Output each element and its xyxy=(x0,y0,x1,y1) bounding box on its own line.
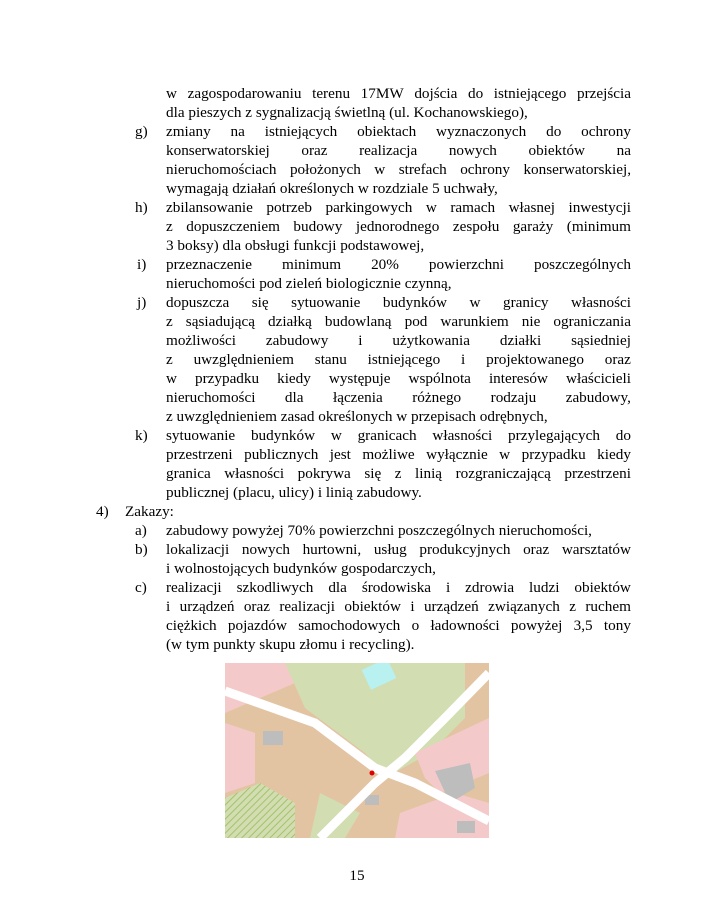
word: 3,5 xyxy=(573,617,593,634)
item-k-line-2 xyxy=(166,445,631,464)
word: własności xyxy=(432,427,493,444)
word: zbilansowanie xyxy=(166,199,253,216)
word: w xyxy=(425,199,437,216)
word: nowych xyxy=(448,142,497,159)
item-j-line-4 xyxy=(166,350,631,369)
item-4a-line-1: zabudowy powyżej 70% powierzchni poszczególnych nieruchomości, xyxy=(166,522,592,539)
item-k-line-1 xyxy=(166,426,631,445)
word: wyznaczonych xyxy=(436,123,527,140)
item-j-line-6 xyxy=(166,388,631,407)
item-g-line-4: wymagają działań określonych w rozdziale 5 uchwały, xyxy=(166,180,498,197)
word: budowlaną xyxy=(324,313,392,330)
intro-line-2: dla pieszych z sygnalizacją świetlną (ul. Kochanowskiego), xyxy=(166,104,528,121)
word: warunkiem xyxy=(440,313,509,330)
word: zespołu xyxy=(452,218,500,235)
word: z xyxy=(569,598,576,615)
item-k-line-4: publicznej (placu, ulicy) i linią zabudowy. xyxy=(166,484,422,501)
word: możliwości xyxy=(166,332,237,349)
word: użytkowania xyxy=(392,332,470,349)
word: właścicieli xyxy=(566,370,631,387)
word: ruchem xyxy=(585,598,631,615)
word: w xyxy=(330,427,342,444)
word: nieruchomościach xyxy=(166,161,277,178)
word: granicach xyxy=(357,427,417,444)
word: ładowności xyxy=(430,617,500,634)
word: dla xyxy=(284,389,304,406)
word: zabudowy xyxy=(265,332,329,349)
word: ochrony xyxy=(581,123,631,140)
word: związanych xyxy=(488,598,560,615)
page-number: 15 xyxy=(349,867,365,884)
word: 17MW xyxy=(360,85,404,102)
word: środowiska xyxy=(361,579,432,596)
word: powierzchni xyxy=(428,256,504,273)
word: zdrowia xyxy=(465,579,515,596)
word: tony xyxy=(603,617,631,634)
word: publicznych xyxy=(244,446,319,463)
word: ograniczania xyxy=(553,313,631,330)
word: inwestycji xyxy=(568,199,631,216)
word: realizacja xyxy=(359,142,418,159)
word: z xyxy=(166,218,173,235)
word: oraz xyxy=(301,142,328,159)
word: zmiany xyxy=(166,123,211,140)
intro-line-1 xyxy=(166,84,631,103)
item-k-label: k) xyxy=(135,427,148,444)
word: dopuszczeniem xyxy=(186,218,280,235)
word: do xyxy=(467,85,484,102)
word: obiektów xyxy=(344,598,401,615)
word: pod xyxy=(404,313,428,330)
word: i xyxy=(445,579,451,596)
word: przeznaczenie xyxy=(166,256,252,273)
item-i-line-1 xyxy=(166,255,631,274)
building-small-1 xyxy=(263,731,283,745)
word: wyłącznie xyxy=(426,446,488,463)
word: położonych xyxy=(289,161,361,178)
word: granica xyxy=(166,465,211,482)
item-4c-label: c) xyxy=(135,579,147,596)
word: linią xyxy=(415,465,443,482)
item-h-line-2 xyxy=(166,217,631,236)
word: realizacji xyxy=(279,598,335,615)
word: przypadku xyxy=(521,446,586,463)
word: konserwatorskiej, xyxy=(523,161,631,178)
word: terenu xyxy=(312,85,351,102)
word: występuje xyxy=(328,370,391,387)
word: interesów xyxy=(488,370,548,387)
word: obiektów xyxy=(574,579,631,596)
item-j-line-2 xyxy=(166,312,631,331)
word: pojazdów xyxy=(227,617,287,634)
word: i xyxy=(358,332,363,349)
word: i xyxy=(166,598,171,615)
item-g-line-3 xyxy=(166,160,631,179)
word: wspólnota xyxy=(408,370,471,387)
building-small-3 xyxy=(457,821,475,833)
word: granicy xyxy=(502,294,549,311)
word: nowych xyxy=(241,541,290,558)
word: rodzaju xyxy=(490,389,537,406)
word: i xyxy=(410,598,415,615)
item-4c-line-2 xyxy=(166,597,631,616)
word: istniejącego xyxy=(493,85,567,102)
item-j-line-1 xyxy=(166,293,631,312)
word: rozgraniczającą xyxy=(455,465,551,482)
item-4b-line-1 xyxy=(166,540,631,559)
word: warsztatów xyxy=(561,541,631,558)
item-j-line-5 xyxy=(166,369,631,388)
word: (minimum xyxy=(566,218,631,235)
word: własnej xyxy=(508,199,555,216)
site-map-svg xyxy=(225,663,489,838)
word: ludzi xyxy=(529,579,560,596)
item-i-line-2: nieruchomości pod zieleń biologicznie czynną, xyxy=(166,275,452,292)
word: obiektów xyxy=(528,142,586,159)
word: istniejącego xyxy=(367,351,441,368)
word: sytuowanie xyxy=(291,294,361,311)
item-g-line-1 xyxy=(166,122,631,141)
word: poszczególnych xyxy=(533,256,631,273)
word: parkingowych xyxy=(325,199,413,216)
word: o xyxy=(411,617,420,634)
word: projektowanego xyxy=(486,351,584,368)
word: do xyxy=(546,123,562,140)
word: własności xyxy=(224,465,285,482)
word: sąsiadującą xyxy=(185,313,255,330)
word: działki xyxy=(499,332,542,349)
word: dopuszcza xyxy=(166,294,230,311)
word: potrzeb xyxy=(266,199,312,216)
word: w xyxy=(166,370,177,387)
item-g-line-2 xyxy=(166,141,631,160)
word: strefach xyxy=(398,161,447,178)
word: działką xyxy=(268,313,312,330)
word: hurtowni, xyxy=(302,541,362,558)
word: przypadku xyxy=(194,370,260,387)
word: budynków xyxy=(250,427,316,444)
section-4-title: Zakazy: xyxy=(125,503,174,520)
word: istniejących xyxy=(264,123,338,140)
word: na xyxy=(616,142,631,159)
item-j-line-7: z uwzględnieniem zasad określonych w przepisach odrębnych, xyxy=(166,408,548,425)
item-h-line-3: 3 boksy) dla obsługi funkcji podstawowej, xyxy=(166,237,425,254)
word: w xyxy=(166,85,177,102)
word: możliwe xyxy=(362,446,415,463)
word: lokalizacji xyxy=(166,541,230,558)
word: pokrywa xyxy=(297,465,351,482)
word: ramach xyxy=(450,199,496,216)
word: konserwatorskiej xyxy=(166,142,270,159)
word: w xyxy=(499,446,511,463)
word: zabudowy, xyxy=(565,389,631,406)
word: sąsiedniej xyxy=(571,332,631,349)
word: do xyxy=(615,427,631,444)
word: urządzeń xyxy=(179,598,235,615)
word: jednorodnego xyxy=(355,218,440,235)
site-map-image xyxy=(225,663,489,838)
word: kiedy xyxy=(597,446,631,463)
word: oraz xyxy=(523,541,550,558)
word: przejścia xyxy=(576,85,631,102)
word: w xyxy=(469,294,481,311)
word: obiektach xyxy=(357,123,417,140)
word: garaży xyxy=(512,218,554,235)
word: z xyxy=(166,351,173,368)
word: jest xyxy=(329,446,351,463)
item-j-line-3 xyxy=(166,331,631,350)
word: zagospodarowaniu xyxy=(187,85,302,102)
word: 20% xyxy=(371,256,399,273)
word: kiedy xyxy=(277,370,311,387)
word: sytuowanie xyxy=(166,427,236,444)
word: uwzględnieniem xyxy=(193,351,294,368)
item-4c-line-1 xyxy=(166,578,631,597)
word: produkcyjnych xyxy=(419,541,511,558)
word: usług xyxy=(373,541,407,558)
item-i-label: i) xyxy=(137,256,147,273)
word: stanu xyxy=(314,351,347,368)
word: przylegających xyxy=(508,427,600,444)
word: szkodliwych xyxy=(236,579,314,596)
item-4c-line-4: (w tym punkty skupu złomu i recycling). xyxy=(166,636,415,653)
word: nieruchomości xyxy=(166,389,256,406)
word: ciężkich xyxy=(166,617,217,634)
word: z xyxy=(394,465,402,482)
word: dojścia xyxy=(414,85,458,102)
word: powyżej xyxy=(510,617,563,634)
word: ochrony xyxy=(460,161,510,178)
item-k-line-3 xyxy=(166,464,631,483)
parcel-residential-west xyxy=(225,723,255,793)
word: i xyxy=(461,351,466,368)
item-4c-line-3 xyxy=(166,616,631,635)
word: przestrzeni xyxy=(564,465,631,482)
word: się xyxy=(251,294,269,311)
item-4b-line-2: i wolnostojących budynków gospodarczych, xyxy=(166,560,436,577)
word: na xyxy=(230,123,245,140)
location-marker xyxy=(370,771,375,776)
word: łączenia xyxy=(332,389,383,406)
section-4-number: 4) xyxy=(96,503,109,520)
word: dla xyxy=(328,579,347,596)
word: nie xyxy=(521,313,541,330)
word: się xyxy=(364,465,382,482)
word: budowy xyxy=(293,218,343,235)
word: oraz xyxy=(604,351,631,368)
word: minimum xyxy=(282,256,342,273)
word: w xyxy=(374,161,386,178)
item-4a-label: a) xyxy=(135,522,147,539)
item-4b-label: b) xyxy=(135,541,148,558)
word: realizacji xyxy=(166,579,222,596)
item-h-line-1 xyxy=(166,198,631,217)
word: własności xyxy=(571,294,631,311)
word: urządzeń xyxy=(423,598,479,615)
word: samochodowych xyxy=(298,617,401,634)
word: oraz xyxy=(243,598,270,615)
word: z xyxy=(166,313,173,330)
word: różnego xyxy=(412,389,462,406)
item-g-label: g) xyxy=(135,123,148,140)
item-j-label: j) xyxy=(137,294,147,311)
item-h-label: h) xyxy=(135,199,148,216)
word: budynków xyxy=(382,294,447,311)
word: przestrzeni xyxy=(166,446,233,463)
